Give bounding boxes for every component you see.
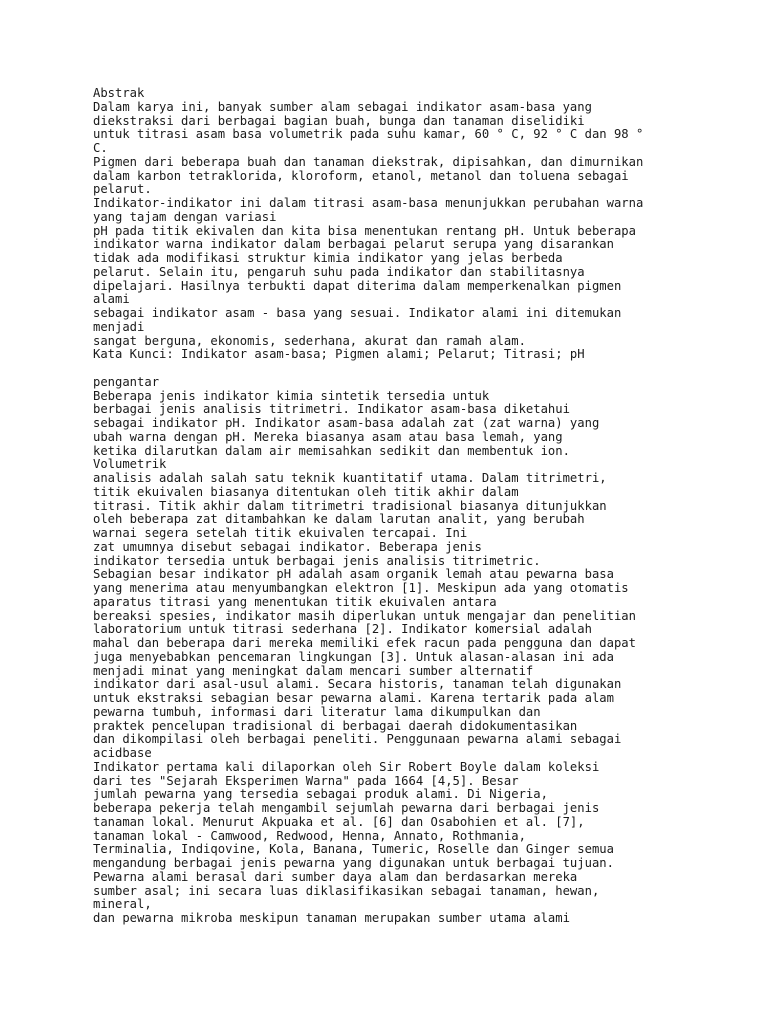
text-line: indikator tersedia untuk berbagai jenis analisis titrimetric. [93, 553, 541, 568]
text-line: dipelajari. Hasilnya terbukti dapat diterima dalam memperkenalkan pigmen [93, 278, 622, 293]
text-line: pelarut. Selain itu, pengaruh suhu pada indikator dan stabilitasnya [93, 264, 585, 279]
text-line: pewarna tumbuh, informasi dari literatur lama dikumpulkan dan [93, 704, 541, 719]
text-line: Indikator-indikator ini dalam titrasi asam-basa menunjukkan perubahan warna [93, 196, 644, 210]
text-line: mineral, [93, 897, 152, 912]
text-line: sangat berguna, ekonomis, sederhana, akurat dan ramah alam. [93, 333, 526, 348]
text-line: aparatus titrasi yang menentukan titik ekuivalen antara [93, 594, 497, 609]
text-line: dan pewarna mikroba meskipun tanaman merupakan sumber utama alami [93, 911, 570, 925]
text-line: analisis adalah salah satu teknik kuantitatif utama. Dalam titrimetri, [93, 471, 607, 485]
text-line: warnai segera setelah titik ekuivalen tercapai. Ini [93, 526, 468, 540]
text-line: tidak ada modifikasi struktur kimia indikator yang jelas berbeda [93, 251, 563, 265]
text-line: Volumetrik [93, 457, 167, 472]
text-line: indikator dari asal-usul alami. Secara historis, tanaman telah digunakan [93, 677, 622, 692]
text-line: Pigmen dari beberapa buah dan tanaman diekstrak, dipisahkan, dan dimurnikan [93, 154, 644, 169]
document-page [93, 87, 753, 926]
text-line: bereaksi spesies, indikator masih diperlukan untuk mengajar dan penelitian [93, 608, 636, 623]
text-line: beberapa pekerja telah mengambil sejumlah pewarna dari berbagai jenis [93, 801, 600, 815]
section-abstract [93, 87, 753, 362]
text-line: oleh beberapa zat ditambahkan ke dalam larutan analit, yang berubah [93, 512, 585, 527]
text-line: Dalam karya ini, banyak sumber alam sebagai indikator asam-basa yang [93, 99, 592, 114]
text-line: Indikator pertama kali dilaporkan oleh Sir Robert Boyle dalam koleksi [93, 759, 600, 774]
text-line: praktek pencelupan tradisional di berbagai daerah didokumentasikan [93, 718, 578, 733]
text-line: tanaman lokal. Menurut Akpuaka et al. [6] dan Osabohien et al. [7], [93, 814, 585, 829]
text-line: menjadi minat yang meningkat dalam mencari sumber alternatif [93, 663, 534, 678]
text-line: untuk ekstraksi sebagian besar pewarna alami. Karena tertarik pada alam [93, 691, 614, 705]
text-line: mahal dan beberapa dari mereka memiliki efek racun pada pengguna dan dapat [93, 636, 636, 650]
text-line: dan dikompilasi oleh berbagai peneliti. Penggunaan pewarna alami sebagai [93, 732, 622, 747]
text-line: pH pada titik ekivalen dan kita bisa menentukan rentang pH. Untuk beberapa [93, 223, 636, 238]
text-line: ketika dilarutkan dalam air memisahkan sedikit dan membentuk ion. [93, 443, 570, 458]
text-line: sebagai indikator asam - basa yang sesuai. Indikator alami ini ditemukan [93, 306, 622, 320]
text-line: titik ekuivalen biasanya ditentukan oleh titik akhir dalam [93, 484, 519, 499]
text-line: ubah warna dengan pH. Mereka biasanya asam atau basa lemah, yang [93, 429, 563, 444]
text-line: pelarut. [93, 182, 152, 197]
text-line: acidbase [93, 746, 152, 760]
text-line: Beberapa jenis indikator kimia sintetik tersedia untuk [93, 388, 490, 403]
text-line: dari tes "Sejarah Eksperimen Warna" pada 1664 [4,5]. Besar [93, 773, 519, 788]
text-line: dalam karbon tetraklorida, kloroform, etanol, metanol dan toluena sebagai [93, 168, 629, 183]
text-line: indikator warna indikator dalam berbagai pelarut serupa yang disarankan [93, 237, 614, 252]
text-line: titrasi. Titik akhir dalam titrimetri tradisional biasanya ditunjukkan [93, 498, 607, 513]
text-line: jumlah pewarna yang tersedia sebagai produk alami. Di Nigeria, [93, 787, 548, 802]
text-line: sumber asal; ini secara luas diklasifikasikan sebagai tanaman, hewan, [93, 883, 600, 898]
text-line: untuk titrasi asam basa volumetrik pada suhu kamar, 60 ° C, 92 ° C dan 98 ° [93, 127, 644, 142]
text-line: sebagai indikator pH. Indikator asam-basa adalah zat (zat warna) yang [93, 416, 600, 430]
text-line: alami [93, 292, 130, 307]
text-line: yang tajam dengan variasi [93, 209, 277, 224]
text-line: yang menerima atau menyumbangkan elektron [1]. Meskipun ada yang otomatis [93, 581, 629, 595]
text-line: juga menyebabkan pencemaran lingkungan [3]. Untuk alasan-alasan ini ada [93, 649, 614, 664]
text-line: C. [93, 141, 108, 155]
text-line: laboratorium untuk titrasi sederhana [2]. Indikator komersial adalah [93, 622, 592, 637]
section-introduction [93, 376, 753, 926]
text-line: menjadi [93, 319, 145, 334]
text-line: diekstraksi dari berbagai bagian buah, bunga dan tanaman diselidiki [93, 113, 585, 128]
text-line: Pewarna alami berasal dari sumber daya alam dan berdasarkan mereka [93, 869, 578, 884]
text-line: Kata Kunci: Indikator asam-basa; Pigmen alami; Pelarut; Titrasi; pH [93, 347, 585, 362]
section-heading: Abstrak [93, 86, 145, 100]
section-heading: pengantar [93, 374, 160, 389]
text-line: mengandung berbagai jenis pewarna yang digunakan untuk berbagai tujuan. [93, 856, 614, 870]
text-line: Terminalia, Indiqovine, Kola, Banana, Tumeric, Roselle dan Ginger semua [93, 842, 614, 857]
text-line: Sebagian besar indikator pH adalah asam organik lemah atau pewarna basa [93, 567, 614, 582]
text-line: zat umumnya disebut sebagai indikator. Beberapa jenis [93, 539, 482, 554]
text-line: tanaman lokal - Camwood, Redwood, Henna, Annato, Rothmania, [93, 828, 526, 843]
text-line: berbagai jenis analisis titrimetri. Indikator asam-basa diketahui [93, 402, 570, 417]
